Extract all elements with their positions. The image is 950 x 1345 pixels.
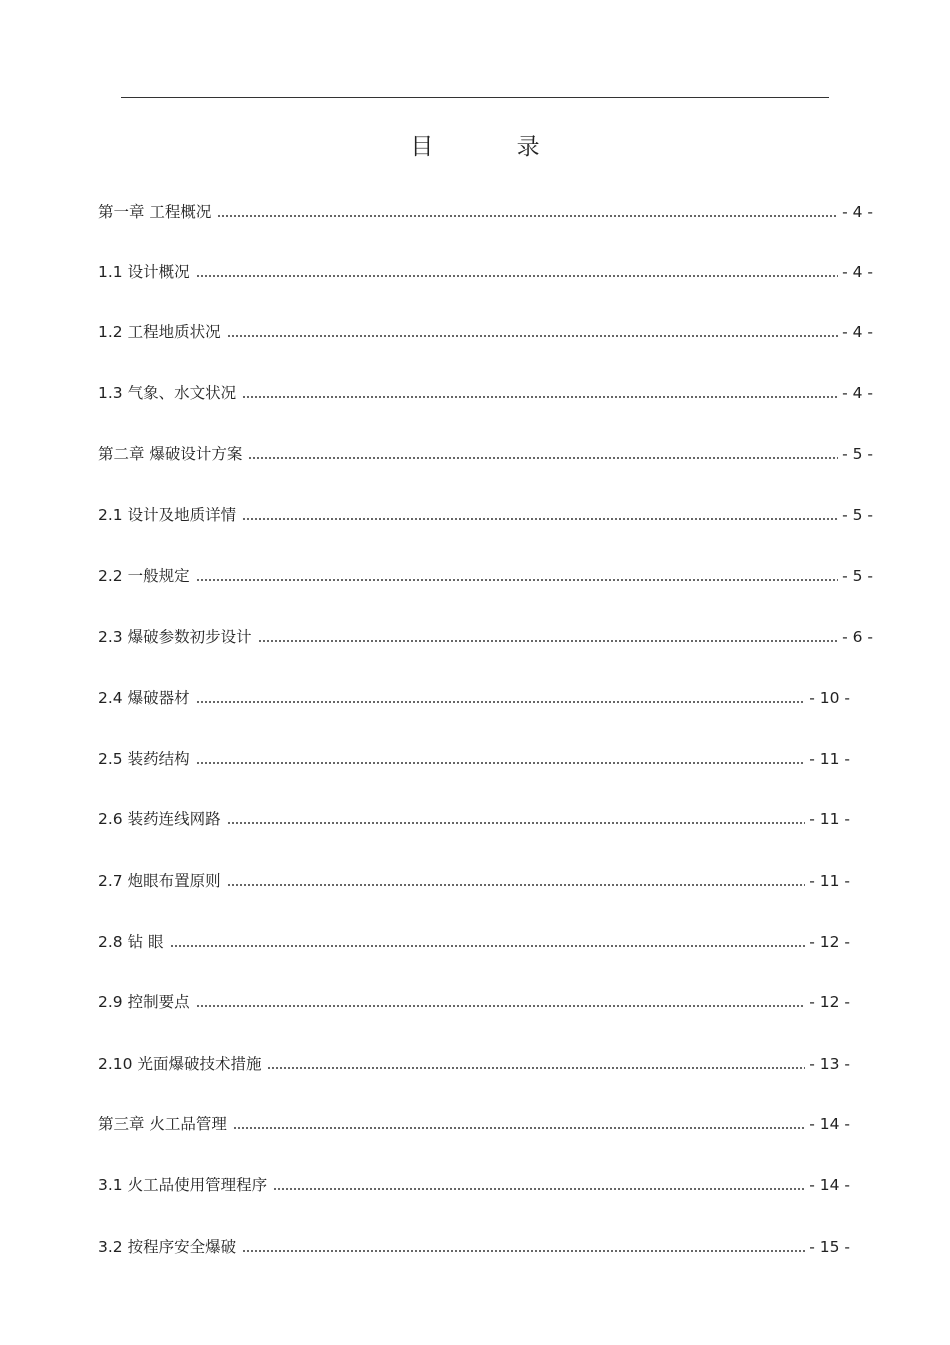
toc-entry-page: - 15 - xyxy=(809,1238,850,1256)
toc-entry-label: 第三章 火工品管理 xyxy=(98,1115,227,1133)
toc-entry-page: - 13 - xyxy=(809,1055,850,1073)
toc-entry-page: - 4 - xyxy=(842,323,873,341)
toc-entry[interactable] xyxy=(98,318,873,342)
toc-entry[interactable] xyxy=(98,198,873,222)
toc-entry-page: - 14 - xyxy=(809,1176,850,1194)
dot-leader xyxy=(196,761,806,765)
toc-entry[interactable] xyxy=(98,501,873,525)
dot-leader xyxy=(170,944,806,948)
toc-entry[interactable] xyxy=(98,1050,850,1074)
toc-entry[interactable] xyxy=(98,379,873,403)
toc-entry[interactable] xyxy=(98,1171,850,1195)
dot-leader xyxy=(196,274,839,278)
toc-entry-page: - 4 - xyxy=(842,203,873,221)
dot-leader xyxy=(233,1126,805,1130)
dot-leader xyxy=(227,821,806,825)
toc-entry-label: 2.8 钻 眼 xyxy=(98,933,164,951)
dot-leader xyxy=(242,517,838,521)
toc-entry-label: 2.1 设计及地质详情 xyxy=(98,506,237,524)
toc-entry-label: 2.5 装药结构 xyxy=(98,750,190,768)
toc-title: 目 录 xyxy=(410,134,578,160)
toc-entry-page: - 11 - xyxy=(809,810,850,828)
dot-leader xyxy=(217,214,838,218)
dot-leader xyxy=(196,700,806,704)
toc-entry[interactable] xyxy=(98,684,850,708)
toc-entry-label: 2.9 控制要点 xyxy=(98,993,190,1011)
toc-entry-page: - 4 - xyxy=(842,263,873,281)
toc-entry-label: 1.2 工程地质状况 xyxy=(98,323,221,341)
toc-entry[interactable] xyxy=(98,258,873,282)
toc-entry-page: - 11 - xyxy=(809,750,850,768)
toc-entry-label: 2.7 炮眼布置原则 xyxy=(98,872,221,890)
dot-leader xyxy=(248,456,838,460)
toc-entry[interactable] xyxy=(98,562,873,586)
toc-entry-label: 2.3 爆破参数初步设计 xyxy=(98,628,252,646)
toc-entry-page: - 5 - xyxy=(842,445,873,463)
toc-entry-page: - 4 - xyxy=(842,384,873,402)
toc-entry-page: - 5 - xyxy=(842,567,873,585)
toc-entry[interactable] xyxy=(98,867,850,891)
toc-entry-label: 第二章 爆破设计方案 xyxy=(98,445,243,463)
toc-entry-page: - 6 - xyxy=(842,628,873,646)
toc-entry-page: - 12 - xyxy=(809,933,850,951)
toc-entry-label: 3.2 按程序安全爆破 xyxy=(98,1238,237,1256)
toc-entry[interactable] xyxy=(98,805,850,829)
toc-entry[interactable] xyxy=(98,745,850,769)
dot-leader xyxy=(258,639,839,643)
toc-entry[interactable] xyxy=(98,988,850,1012)
dot-leader xyxy=(196,1004,806,1008)
toc-entry-page: - 5 - xyxy=(842,506,873,524)
toc-entry-label: 2.10 光面爆破技术措施 xyxy=(98,1055,262,1073)
toc-entry-label: 3.1 火工品使用管理程序 xyxy=(98,1176,268,1194)
dot-leader xyxy=(196,578,839,582)
toc-entry-label: 2.6 装药连线网路 xyxy=(98,810,221,828)
dot-leader xyxy=(273,1187,805,1191)
toc-entry[interactable] xyxy=(98,440,873,464)
dot-leader xyxy=(227,883,806,887)
toc-entry[interactable] xyxy=(98,1233,850,1257)
dot-leader xyxy=(242,1249,805,1253)
toc-entry-label: 第一章 工程概况 xyxy=(98,203,212,221)
toc-entry-label: 1.1 设计概况 xyxy=(98,263,190,281)
toc-entry-label: 2.2 一般规定 xyxy=(98,567,190,585)
toc-entry-page: - 14 - xyxy=(809,1115,850,1133)
toc-entry-label: 1.3 气象、水文状况 xyxy=(98,384,237,402)
toc-entry-page: - 10 - xyxy=(809,689,850,707)
toc-entry[interactable] xyxy=(98,928,850,952)
toc-entry[interactable] xyxy=(98,1110,850,1134)
toc-entry-label: 2.4 爆破器材 xyxy=(98,689,190,707)
toc-entry[interactable] xyxy=(98,623,873,647)
dot-leader xyxy=(227,334,839,338)
dot-leader xyxy=(267,1066,805,1070)
toc-entry-page: - 11 - xyxy=(809,872,850,890)
dot-leader xyxy=(242,395,838,399)
toc-entry-page: - 12 - xyxy=(809,993,850,1011)
